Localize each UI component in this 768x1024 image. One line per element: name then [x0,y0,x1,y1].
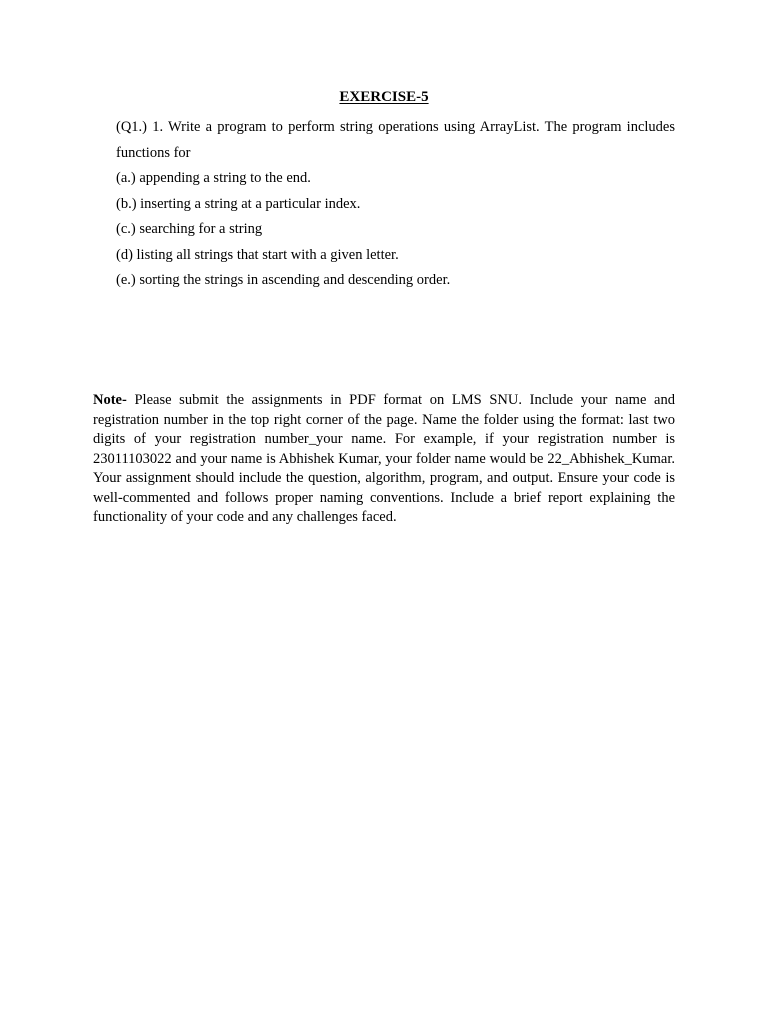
note-label: Note- [93,392,127,408]
page-title: EXERCISE-5 [339,89,429,105]
question-block [116,115,675,294]
note-text: Please submit the assignments in PDF format on LMS SNU. Include your name and registration number in the top right corner of the page. Name the folder using the format: last two digits of your registration number_your name. For example, if your registration number is 23011103022 and your name is Abhishek Kumar, your folder name would be 22_Abhishek_Kumar. Your assignment should include the question, algorithm, program, and output. Ensure your code is well-commented and follows proper naming conventions. Include a brief report explaining the functionality of your code and any challenges faced. [93,392,675,525]
question-item-a: (a.) appending a string to the end. [116,170,311,186]
question-item-d: (d) listing all strings that start with a given letter. [116,246,399,263]
question-item-c: (c.) searching for a string [116,221,263,237]
question-item-b: (b.) inserting a string at a particular index. [116,195,361,212]
submission-note [93,391,675,528]
question-item-e: (e.) sorting the strings in ascending and descending order. [116,272,451,288]
question-intro: (Q1.) 1. Write a program to perform string operations using ArrayList. The program includes functions for [116,119,675,161]
